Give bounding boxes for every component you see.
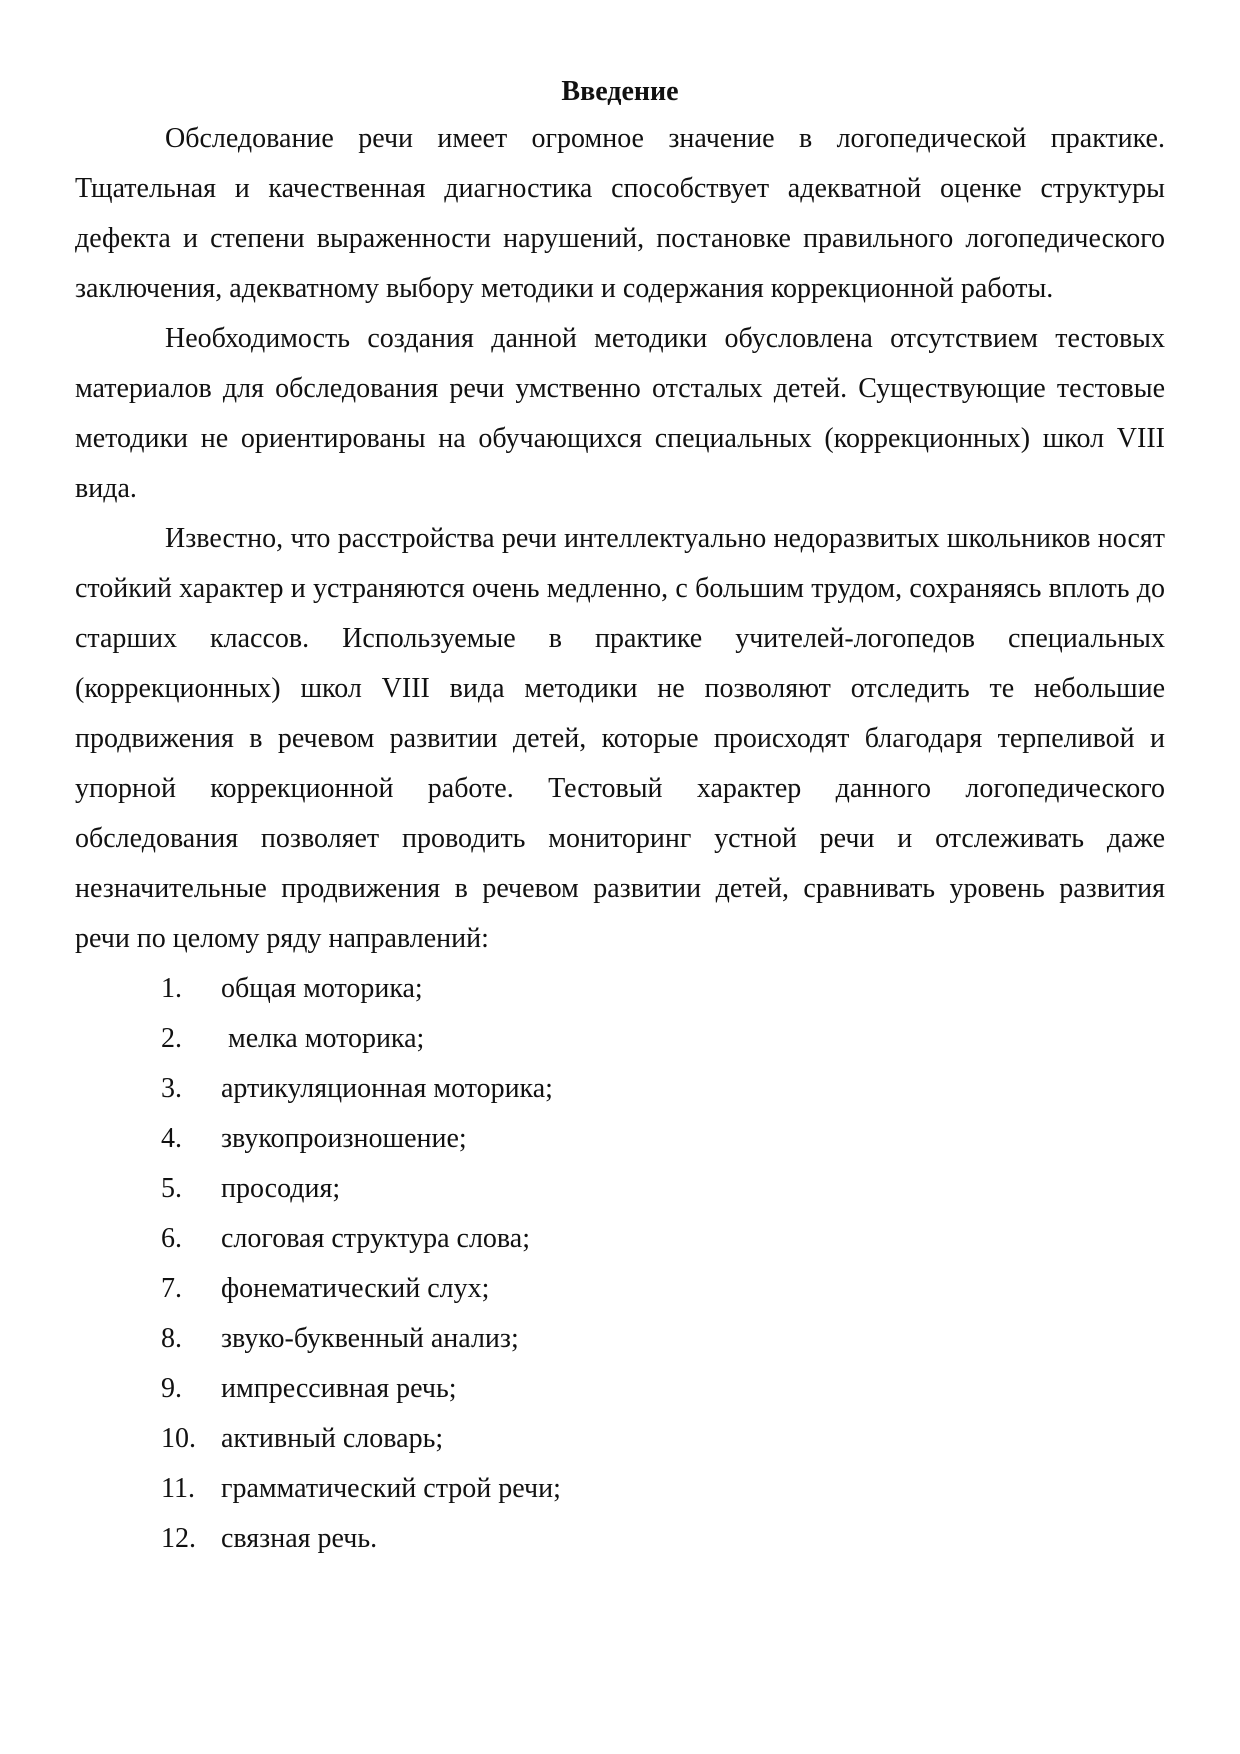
list-item-number: 6. (161, 1223, 182, 1254)
document-body (75, 72, 1165, 1564)
list-item-number: 1. (161, 973, 182, 1004)
list-item (75, 1014, 1165, 1064)
list-item (75, 1214, 1165, 1264)
paragraph-1: Обследование речи имеет огромное значение в логопедической практике. Тщательная и качественная диагностика способствует адекватной оценке структуры дефекта и степени выраженности нарушений, постановке правильного логопедического заключения, адекватному выбору методики и содержания коррекционной работы. (75, 123, 1165, 304)
list-item-number: 9. (161, 1373, 182, 1404)
list-item-number: 4. (161, 1123, 182, 1154)
paragraph-2: Необходимость создания данной методики обусловлена отсутствием тестовых материалов для обследования речи умственно отсталых детей. Существующие тестовые методики не ориентированы на обучающихся специальных (коррекционных) школ VIII вида. (75, 323, 1165, 504)
list-item-number: 12. (161, 1523, 196, 1554)
list-item (75, 1464, 1165, 1514)
list-item-text: фонематический слух; (221, 1273, 490, 1304)
list-item-number: 3. (161, 1073, 182, 1104)
list-item-text: активный словарь; (221, 1423, 444, 1454)
list-item (75, 1314, 1165, 1364)
list-item-text: звуко-буквенный анализ; (221, 1323, 519, 1354)
list-item (75, 1414, 1165, 1464)
list-item-number: 11. (161, 1473, 195, 1504)
page-title: Введение (561, 76, 679, 107)
list-item-text: мелка моторика; (221, 1023, 425, 1054)
list-item-number: 2. (161, 1023, 182, 1054)
list-item-number: 7. (161, 1273, 182, 1304)
list-item (75, 1364, 1165, 1414)
list-item-text: артикуляционная моторика; (221, 1073, 553, 1104)
list-item-text: связная речь. (221, 1523, 378, 1554)
list-item-text: просодия; (221, 1173, 341, 1204)
list-item-text: звукопроизношение; (221, 1123, 467, 1154)
list-item-text: импрессивная речь; (221, 1373, 457, 1404)
list-item (75, 1114, 1165, 1164)
list-item (75, 1264, 1165, 1314)
list-item-number: 5. (161, 1173, 182, 1204)
list-item-number: 10. (161, 1423, 196, 1454)
list-item-number: 8. (161, 1323, 182, 1354)
paragraph-3: Известно, что расстройства речи интеллектуально недоразвитых школьников носят стойкий характер и устраняются очень медленно, с большим трудом, сохраняясь вплоть до старших классов. Используемые в практике учителей-логопедов специальных (коррекционных) школ VIII вида методики не позволяют отследить те небольшие продвижения в речевом развитии детей, которые происходят благодаря терпеливой и упорной коррекционной работе. Тестовый характер данного логопедического обследования позволяет проводить мониторинг устной речи и отслеживать даже незначительные продвижения в речевом развитии детей, сравнивать уровень развития речи по целому ряду направлений: (75, 523, 1165, 954)
list-item-text: слоговая структура слова; (221, 1223, 530, 1254)
list-item-text: грамматический строй речи; (221, 1473, 561, 1504)
list-item (75, 1164, 1165, 1214)
directions-list (75, 964, 1165, 1564)
list-item (75, 964, 1165, 1014)
list-item-text: общая моторика; (221, 973, 423, 1004)
list-item (75, 1514, 1165, 1564)
list-item (75, 1064, 1165, 1114)
